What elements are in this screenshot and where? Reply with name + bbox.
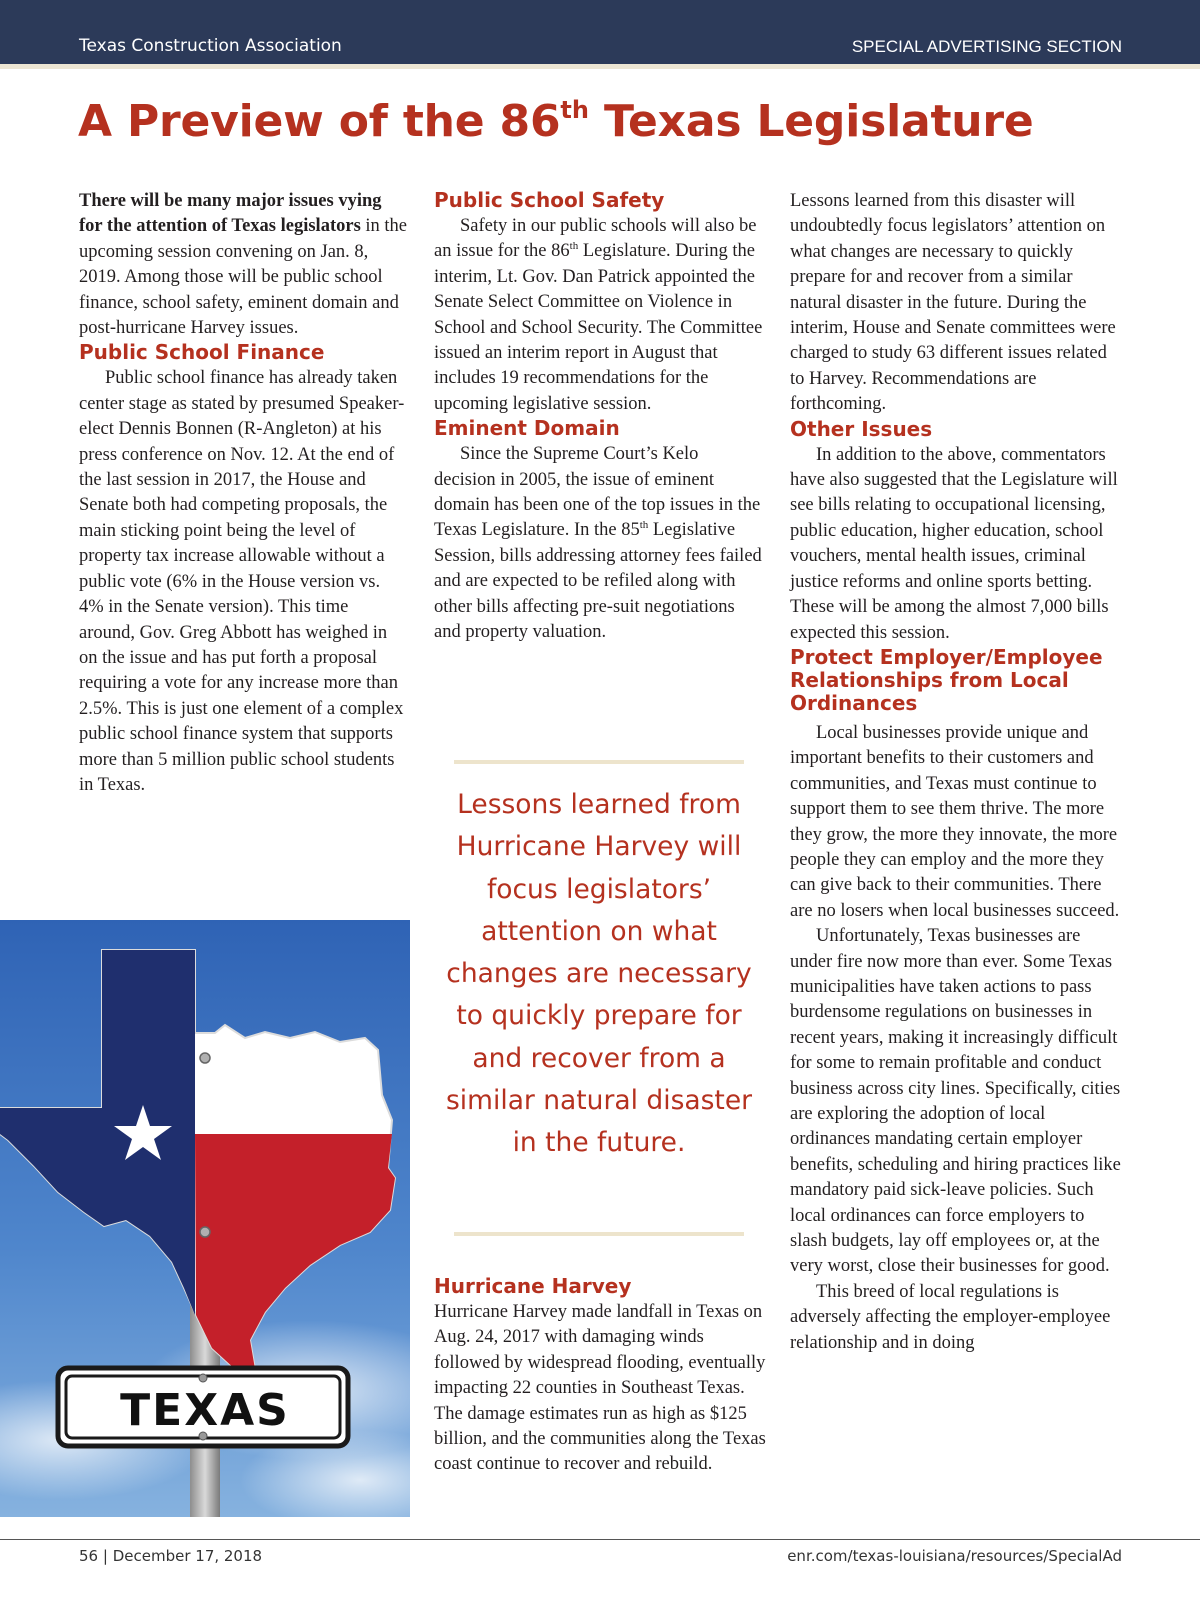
org-name: Texas Construction Association [79, 36, 342, 56]
heading-public-school-safety: Public School Safety [434, 188, 665, 212]
sign-bolt [200, 1227, 210, 1237]
protect-paragraph-2: Unfortunately, Texas businesses are under fire now more than ever. Some Texas municipalities have taken actions to pass burdensome regulations on businesses in recent years, making it increasingly difficult for some to remain profitable and conduct business across city lines. Specifically, cities are exploring the adoption of local ordinances mandating certain employer benefits, scheduling and hiring practices like mandatory paid sick-leave policies. Such local ordinances can force employers to slash budgets, lay off employees or, at the very worst, close their businesses for good. [790, 926, 1121, 1277]
column-right [790, 189, 1122, 1356]
finance-paragraph: Public school finance has already taken center stage as stated by presumed Speaker-elect Dennis Bonnen (R-Angleton) at his press conference on Nov. 12. At the end of the last session in 2017, the House and Senate both had competing proposals, the main sticking point being the level of property tax increase allowable without a public vote (6% in the House version vs. 4% in the Senate version). This time around, Gov. Greg Abbott has weighed in on the issue and has put forth a proposal requiring a vote for any increase more than 2.5%. This is just one element of a complex public school finance system that supports more than 5 million public school students in Texas. [79, 368, 405, 795]
column-left [79, 189, 409, 798]
pull-quote-rule-top [454, 760, 744, 764]
column-middle [434, 189, 764, 646]
intro-paragraph: There will be many major issues vying for the attention of Texas legislators in the upcoming session convening on Jan. 8, 2019. Among those will be public school finance, school safety, eminent domain and post-hurricane Harvey issues. [79, 191, 408, 339]
pull-quote-rule-bottom [454, 1232, 744, 1236]
footer-rule [0, 1539, 1200, 1540]
hurricane-harvey-section [434, 1275, 774, 1478]
harvey-paragraph: Hurricane Harvey made landfall in Texas on Aug. 24, 2017 with damaging winds followed by widespread flooding, eventually impacting 22 counties in Southeast Texas. The damage estimates run as high as $125 billion, and the communities along the Texas coast continue to recover and rebuild. [434, 1302, 766, 1475]
footer-url[interactable]: enr.com/texas-louisiana/resources/SpecialAd [787, 1547, 1122, 1565]
pull-quote-text: Lessons learned from Hurricane Harvey will focus legislators’ attention on what changes are necessary to quickly prepare for and recover from a similar natural disaster in the future. [445, 789, 753, 1159]
heading-public-school-finance: Public School Finance [79, 340, 325, 365]
texas-sign-illustration [0, 920, 410, 1517]
pull-quote [445, 760, 753, 1236]
safety-paragraph: Safety in our public schools will also be an issue for the 86th Legislature. During the interim, Lt. Gov. Dan Patrick appointed the Senate Select Committee on Violence in School and School Security. The Committee issued an interim report in August that includes 19 recommendations for the upcoming legislative session. [434, 216, 763, 414]
footer-separator: | [102, 1547, 108, 1565]
sign-text: TEXAS [120, 1385, 290, 1436]
sign-bolt [199, 1374, 207, 1382]
section-label: SPECIAL ADVERTISING SECTION [851, 37, 1122, 56]
issue-date: December 17, 2018 [112, 1547, 263, 1565]
page-number: 56 [79, 1547, 99, 1565]
protect-paragraph-1: Local businesses provide unique and important benefits to their customers and communities, and Texas must continue to support them to see them thrive. The more they grow, the more they innovate, the more people they can employ and the more they can give back to their communities. There are no losers when local businesses succeed. [790, 722, 1120, 921]
sign-bolt [200, 1053, 210, 1063]
top-banner [0, 0, 1200, 64]
heading-protect-employer-employee: Protect Employer/Employee Relationships from Local Ordinances [790, 644, 1103, 715]
heading-other-issues: Other Issues [790, 416, 933, 441]
heading-eminent-domain: Eminent Domain [434, 416, 620, 441]
harvey-continued-paragraph: Lessons learned from this disaster will undoubtedly focus legislators’ attention on what changes are necessary to quickly prepare for and recover from a similar natural disaster in the future. During the interim, House and Senate committees were charged to study 63 different issues related to Harvey. Recommendations are forthcoming. [790, 191, 1116, 415]
protect-paragraph-3: This breed of local regulations is adversely affecting the employer-employee relationship and in doing [790, 1281, 1111, 1353]
banner-divider [0, 64, 1200, 69]
intro-lead: There will be many major issues vying for the attention of Texas legislators [79, 191, 382, 237]
heading-hurricane-harvey: Hurricane Harvey [434, 1274, 632, 1298]
other-issues-paragraph: In addition to the above, commentators have also suggested that the Legislature will see bills relating to occupational licensing, public education, higher education, school vouchers, mental health issues, criminal justice reforms and online sports betting. These will be among the almost 7,000 bills expected this session. [790, 444, 1118, 643]
page-title: A Preview of the 86th Texas Legislature [78, 96, 1034, 147]
eminent-paragraph: Since the Supreme Court’s Kelo decision in 2005, the issue of eminent domain has been one of the top issues in the Texas Legislature. In the 85th Legislative Session, bills addressing attorney fees failed and are expected to be refiled along with other bills affecting pre-suit negotiations and property valuation. [434, 444, 762, 643]
texas-sign-photo [0, 920, 410, 1517]
footer-page-info [79, 1547, 262, 1565]
